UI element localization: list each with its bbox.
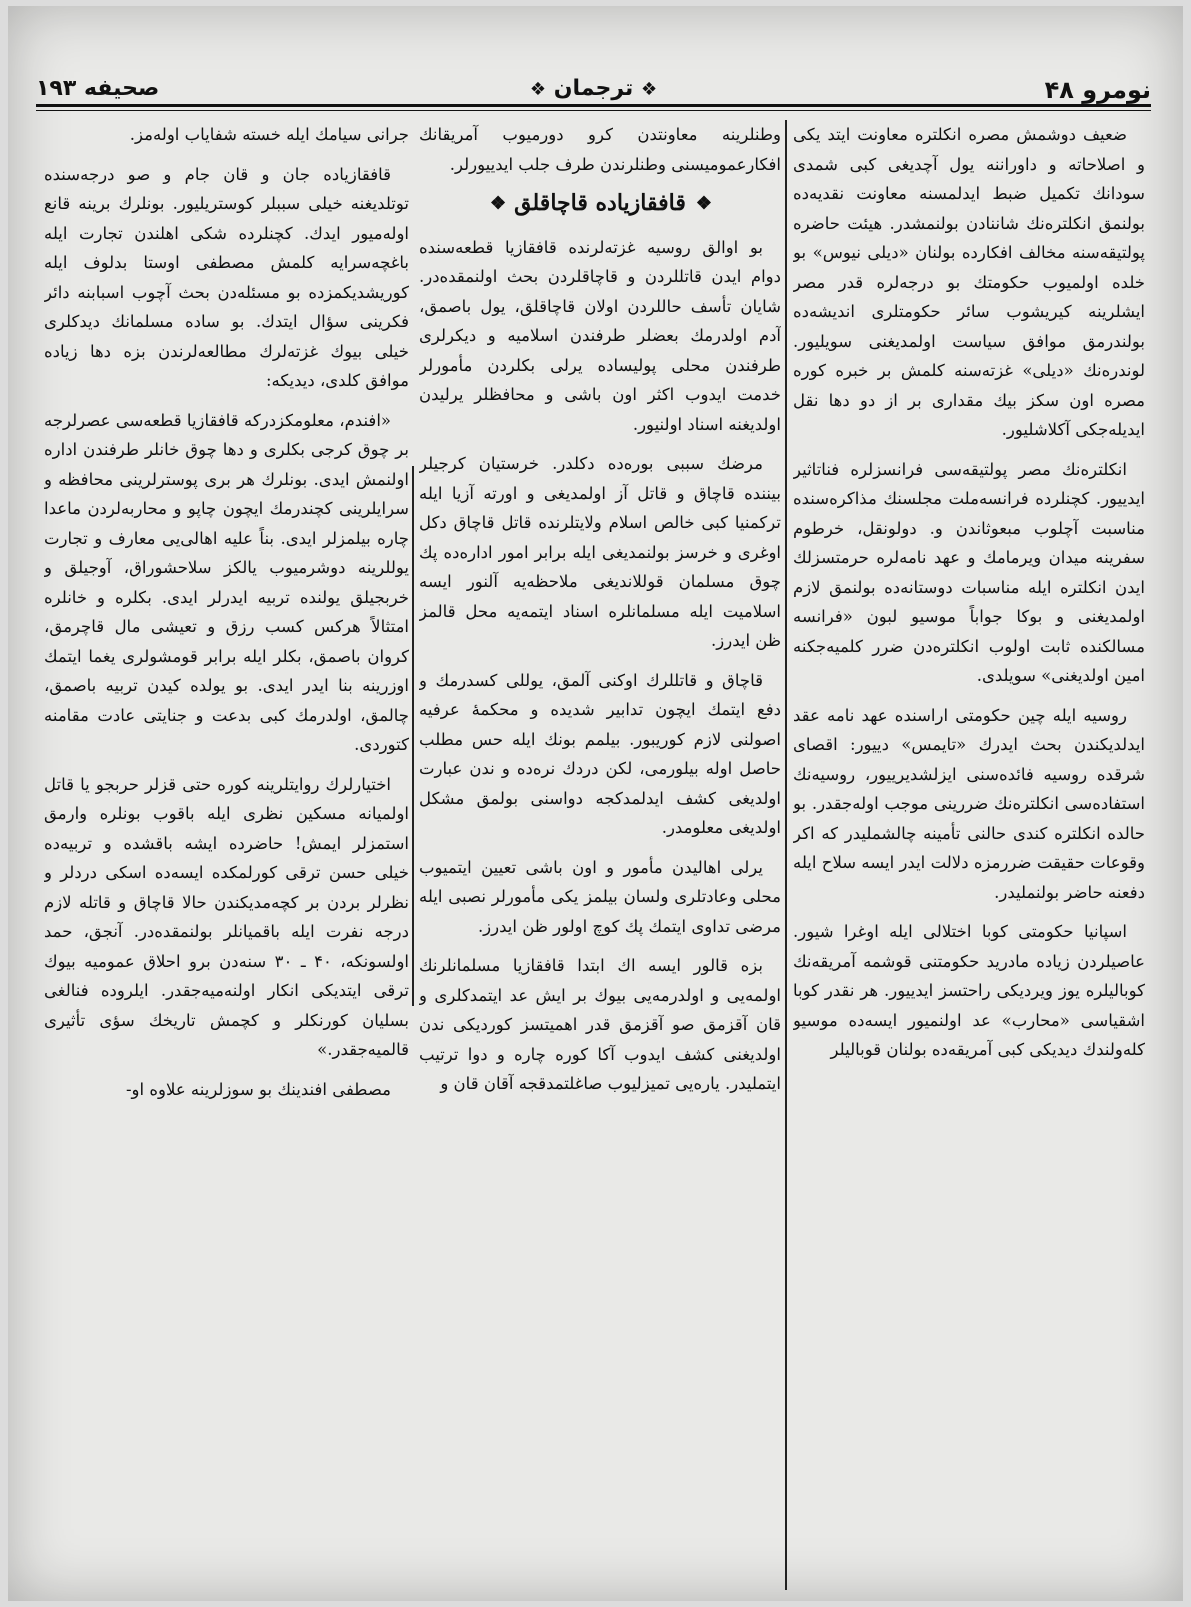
ornament-icon: ❖: [640, 79, 658, 100]
article-heading: [419, 189, 781, 219]
paragraph: «افندم، معلومکزدرکه قافقازیا قطعه‌سی عصرلرجه بر چوق کرجی بکلری و دها چوق خانلر طرفندن اداره اولنمش ایدی. بونلرك هر بری پوسترلرینی محافظه و سرایلرینی کچندرمك ایچون چاپو و محاربه‌لردن ماعدا چاره بیلمزلر ایدی. بناً علیه اهالی‌یی معارف و تجارت یوللرینه دوشرمیوب یالکز سلاحشوراق، آوجیلق و خربجیلق یولنده تربیه ایدرلر ایدی. بکلره و خانلره امتثالاً هرکس کسب رزق و تعیشی مال قاچرمق، کروان باصمق، بکلر ایله برابر قومشولری یغما ایتمك اوزرینه بنا ایدر ایدی. بو یولده کیدن تربیه باصمق، چالمق، اولدرمك کبی بدعت و جنایتی عادت مقامنه کتوردی.: [44, 410, 409, 754]
column-divider: [412, 466, 414, 1006]
paragraph: یرلی اهالیدن مأمور و اون باشی تعیین ایتمیوب محلی وعادتلری ولسان بیلمز یکی مأمورلر نصبی ایله مرضی تداوی ایتمك پك کوچ اولور ظن ایدرز.: [419, 857, 781, 936]
paragraph: وطنلرینه معاونتدن کرو دورمیوب آمریقانك افکارعمومیسنی وطنلرندن طرف جلب ایدییورلر.: [419, 125, 781, 174]
article-title: قافقازیاده قاچاقلق: [514, 190, 686, 216]
paragraph: بو اوالق روسیه غزته‌لرنده قافقازیا قطعه‌سنده دوام ایدن قاتللردن و قاچاقلردن بحث اولنمقده‌در. شایان تأسف حاللردن اولان قاچاقلق، یول باصمق، آدم اولدرمك بعضلر طرفندن اسلامیه و دیکرلری طرفندن محلی پولیساده یرلی بکلردن مأمورلر خدمت ایدوب اکثر اون باشی و محافظلر یرلیدن اولدیغنه اسناد اولنیور.: [419, 237, 781, 434]
column-divider: [785, 120, 787, 1590]
newspaper-name: ترجمان: [553, 76, 634, 101]
ornament-icon: ❖: [695, 193, 710, 214]
paragraph: اسپانیا حکومتی کوبا اختلالی ایله اوغرا شیور. عاصیلردن زیاده مادرید حکومتنی قوشمه آمریقەنك کوبالیلره یوز ویردیکی راحتسز ایدییور. هر نقدر کوبا اشقیاسی «محارب» عد اولنمیور ایسه‌ده موسیو کله‌ولندك دیدیکی کبی آمریقه‌ده بولنان قوبالیلر: [793, 922, 1145, 1059]
ornament-icon: ❖: [529, 79, 547, 100]
masthead-title: [530, 76, 657, 101]
newspaper-page: [8, 6, 1183, 1601]
header-rule: [36, 104, 1151, 107]
paragraph: روسیه ایله چین حکومتی اراسنده عهد نامه عقد ایدلدیکندن بحث ایدرك «تایمس» دییور: اقصای شرقده روسیه فائده‌سنی ایزلشدیرییور، روسیەنك استفاده‌سی انکلترەنك ضررینی موجب اوله‌جقدر. بو حالده انکلتره کندی حالنی تأمینه چالشملیدر که اکر وقوعات حقیقت ضررمزه دلالت ایدر ایسه سلاح ایله دفعنه حاضر بولنملیدر.: [793, 705, 1145, 902]
paragraph: قافقازیاده جان و قان جام و صو درجه‌سنده توتلدیغنه خیلی سببلر کوستریلیور. بونلرك برینه قانع اوله‌میور ایدك. کچنلرده شکی اهلندن تجارت ایله باغچه‌سرایه کلمش مصطفی اوستا بدلوف ایله کوریشدیکمزده بو مسئله‌دن بحث آچوب اسبابنه دائر فکرینی سؤال ایتدك. بو ساده مسلمانك دیدکلری خیلی بیوك غزته‌لرك مطالعه‌لرندن بزه دها زیاده موافق کلدی، دیدیکه:: [44, 164, 409, 390]
header-rule-thin: [36, 110, 1151, 111]
page-header: [36, 76, 1151, 106]
column-right: [793, 120, 1145, 1590]
paragraph: ضعیف دوشمش مصره انکلتره معاونت ایتد یکی و اصلاحاته و داوراننه یول آچدیغی کبی شمدی سودانك تکمیل ضبط ایدلمسنه معاونت نقدیه‌ده بولنمق انکلترەنك شاننادن بولنمشدر. هیئت حاضره پولتیقەسنه مخالف افکارده بولنان «دیلی نیوس» بو خلده اولمیوب حکومتك بو درجەلره قدر مصر ایشلرینه کیریشوب سائر حکومتلری اندیشه‌ده بولندرمق موافق سیاست اولمدیغنی سویلیور. لوندرەنك «دیلی» غزته‌سنه کلمش بر خبره کوره مصره اون سکز بیك مقداری بر از دو دها نقل ایدیله‌جکی آکلاشلیور.: [793, 125, 1145, 439]
column-middle: [419, 120, 781, 1590]
column-left: [44, 120, 409, 1590]
ornament-icon: ❖: [490, 193, 505, 214]
paragraph: بزه قالور ایسه اك ابتدا قافقازیا مسلمانلرنك اولمه‌یی و اولدرمه‌یی بیوك بر ایش عد ایتمدکلری و قان آقزمق صو آقزمق قدر اهمیتسز کوردیکی ندن اولدیغنی کشف ایدوب آکا کوره چاره و دوا ترتیب ایتملیدر. یاره‌یی تمیزلیوب صاغلتمدقجه آقان قان و: [419, 956, 781, 1093]
paragraph: قاچاق و قاتللرك اوکنی آلمق، یوللی کسدرمك و دفع ایتمك ایچون تدابیر شدیده و محکمهٔ عرفیه اصولنی لازم کوریبور. بیلمم بونك ایله حس مطلب حاصل اوله بیلورمی، لکن دردك نره‌ده و ندن عبارت اولدیغی کشف ایدلمدکجه دواسنی بولمق مشکل اولدیغی معلومدر.: [419, 670, 781, 837]
page-number: صحیفه ۱۹۳: [36, 76, 160, 101]
paragraph: جرانی سیامك ایله خسته شفایاب اوله‌مز.: [129, 125, 409, 144]
paragraph: انکلترەنك مصر پولتیقەسی فرانسزلره فناتاثیر ایدییور. کچنلرده فرانسه‌ملت مجلسنك مذاکره‌سنده مناسبت آچلوب مبعوثاندن و. دولونقل، خرطوم سفرینه میدان ویرمامك و عهد نامه‌لره حرمتسزلك ایدن انکلتره ایله مناسبات دوستانه‌ده بولنمق لازم اولمدیغنی و بوکا جواباً موسیو لبون «فرانسه مسالکنده ثابت اولوب انکلترەدن ضرر کلمیه‌جکنه امین اولدیغنی» سویلدی.: [793, 459, 1145, 685]
paragraph: مرضك سببی بوره‌ده دکلدر. خرستیان کرجیلر بیننده قاچاق و قاتل آز اولمدیغی و اورته آزیا ایله ترکمنیا کبی خالص اسلام ولایتلرنده قاتل قاچاق دکل اوغری و خرسز بولنمدیغی ایله برابر امور اداره‌ده پك چوق مسلمان قوللاندیغی ملاحظه‌یه آلنور ایسه اسلامیت ایله مسلمانلره اسناد ایتمه‌یه محل قالمز ظن ایدرز.: [419, 454, 781, 650]
paragraph: مصطفی افندینك بو سوزلرینه علاوه او-: [125, 1079, 391, 1099]
issue-number: نومرو ۴۸: [1044, 76, 1151, 104]
paragraph: اختیارلرك روایتلرینه کوره حتی قزلر حربجو یا قاتل اولمیانه مسکین نظری ایله باقوب بونلره وارمق استمزلر ایمش! حاضرده ایشه باقشده و تربیه‌ده خیلی حسن ترقی کورلمکده ایسه‌ده اسکی دردلر و نظرلر بردن بر کچه‌مدیکندن حالا قاچاق و قاتله لازم درجه نفرت ایله باقمیانلر بولنمقده‌در. آنجق، حمد اولسونکه، ۴۰ ـ ۳۰ سنه‌دن برو احلاق عمومیه بیوك ترقی ایتدیکی انکار اولنه‌میه‌جقدر. ایلروده فنالغی بسلیان کورنکلر و کچمش تاریخك سؤی تأثیری قالمیه‌جقدر.»: [44, 774, 409, 1059]
